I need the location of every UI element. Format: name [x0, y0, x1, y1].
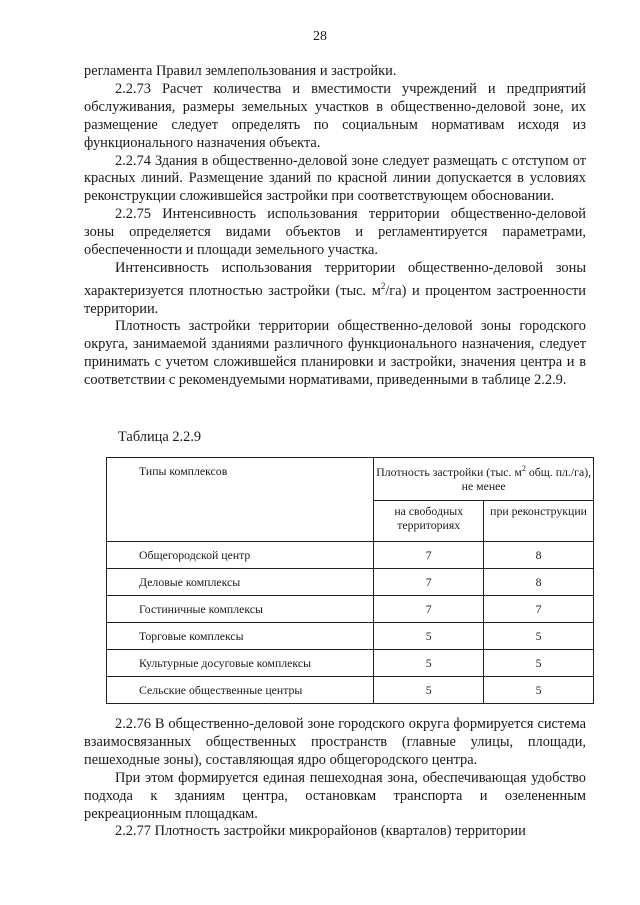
density-table [106, 457, 594, 704]
paragraph-2-2-74: 2.2.74 Здания в общественно-деловой зоне следует размещать с отступом от красных линий. Размещение зданий по красной линии допускается в условиях реконструкции сложившейся застройки при соответствующем обосновании. [84, 152, 586, 205]
cell-type: Гостиничные комплексы [107, 596, 374, 623]
paragraph-intensity: Интенсивность использования территории общественно-деловой зоны характеризуется плотностью застройки (тыс. $м^2/га$) и процентом застроенности территории. [84, 259, 586, 317]
table-caption: Таблица 2.2.9 [118, 429, 202, 445]
subheader-free-territories: на свободных территориях [374, 501, 484, 542]
cell-free: 7 [374, 542, 484, 569]
cell-free: 5 [374, 677, 484, 704]
cell-free: 5 [374, 650, 484, 677]
header-density: Плотность застройки (тыс. $м^2$ общ. пл./га), не менее [374, 458, 594, 501]
cell-free: 7 [374, 596, 484, 623]
cell-type: Торговые комплексы [107, 623, 374, 650]
cell-recon: 5 [484, 623, 594, 650]
cell-type: Общегородской центр [107, 542, 374, 569]
table-header-row [107, 458, 594, 501]
paragraph-density: Плотность застройки территории общественно-деловой зоны городского округа, занимаемой зданиями различного функционального назначения, следует принимать с учетом сложившейся планировки и застройки, значения центра и в соответствии с рекомендуемыми нормативами, приведенными в таблице 2.2.9. [84, 318, 586, 389]
cell-recon: 8 [484, 569, 594, 596]
cell-type: Сельские общественные центры [107, 677, 374, 704]
cell-recon: 8 [484, 542, 594, 569]
cell-recon: 7 [484, 596, 594, 623]
table-row [107, 542, 594, 569]
page-number: 28 [313, 29, 327, 44]
cell-free: 5 [374, 623, 484, 650]
cell-free: 7 [374, 569, 484, 596]
table-row [107, 677, 594, 704]
cell-recon: 5 [484, 677, 594, 704]
paragraph-2-2-75: 2.2.75 Интенсивность использования территории общественно-деловой зоны определяется видами объектов и регламентируется параметрами, обеспеченности и площади земельного участка. [84, 206, 586, 259]
subheader-reconstruction: при реконструкции [484, 501, 594, 542]
header-complex-types: Типы комплексов [107, 458, 374, 542]
table-row [107, 569, 594, 596]
body-text-bottom [84, 716, 586, 841]
paragraph-pedestrian-zone: При этом формируется единая пешеходная зона, обеспечивающая удобство подхода к зданиям центра, остановкам транспорта и озелененным рекреационным площадкам. [84, 769, 586, 822]
paragraph-2-2-77: 2.2.77 Плотность застройки микрорайонов (кварталов) территории [115, 823, 526, 840]
body-text-top [84, 63, 586, 390]
cell-type: Деловые комплексы [107, 569, 374, 596]
table-row [107, 596, 594, 623]
paragraph-continuation: регламента Правил землепользования и застройки. [84, 63, 397, 79]
table-row [107, 623, 594, 650]
cell-recon: 5 [484, 650, 594, 677]
paragraph-2-2-73: 2.2.73 Расчет количества и вместимости учреждений и предприятий обслуживания, размеры земельных участков в общественно-деловой зоне, их размещение следует определять по социальным нормативам исходя из функционального назначения объекта. [84, 80, 586, 151]
table-row [107, 650, 594, 677]
cell-type: Культурные досуговые комплексы [107, 650, 374, 677]
paragraph-2-2-76: 2.2.76 В общественно-деловой зоне городского округа формируется система взаимосвязанных общественных пространств (главные улицы, площади, пешеходные зоны), составляющая ядро общегородского центра. [84, 716, 586, 768]
